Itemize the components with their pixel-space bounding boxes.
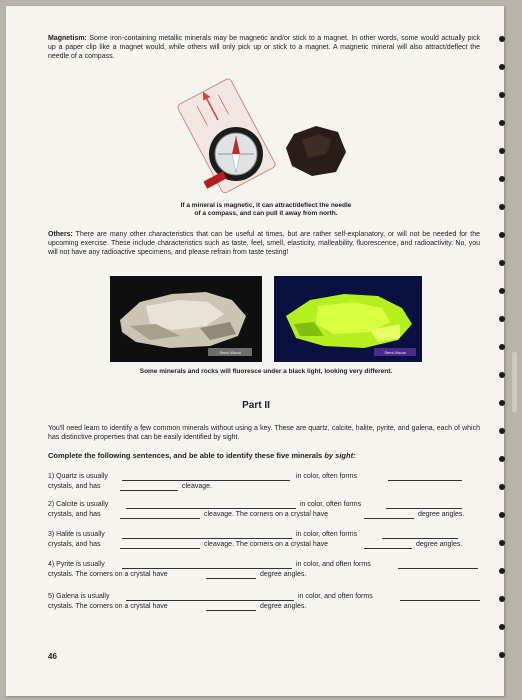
q5-angle-blank[interactable]: [206, 610, 256, 611]
q4-part-a: 4) Pyrite is usually: [48, 561, 105, 568]
fluorescence-caption: Some minerals and rocks will fluoresce under a black light, looking very different.: [139, 368, 393, 375]
q4-color-blank[interactable]: [122, 568, 292, 569]
instructions-emphasis: by sight:: [324, 451, 356, 460]
q1-part-d: cleavage.: [182, 483, 212, 490]
textbook-page: [6, 6, 504, 696]
scrollbar-thumb[interactable]: [512, 352, 517, 412]
q1-cleavage-blank[interactable]: [120, 490, 178, 491]
mineral-normal-light-photo: [110, 276, 262, 362]
q3-forms-blank[interactable]: [382, 538, 458, 539]
q2-angle-blank[interactable]: [364, 518, 414, 519]
q2-part-c: crystals, and has: [48, 511, 101, 518]
q2-forms-blank[interactable]: [386, 508, 462, 509]
q3-part-c: crystals, and has: [48, 541, 101, 548]
instructions: [48, 451, 488, 460]
instructions-text: Complete the following sentences, and be able to identify these five minerals: [48, 451, 325, 460]
q4-angle-blank[interactable]: [206, 578, 256, 579]
compass-caption: [126, 202, 406, 218]
compass-caption-line2: of a compass, and can pull it away from north.: [194, 210, 338, 217]
photo-watermark-right: Semi-Visual: [384, 350, 406, 355]
q1-forms-blank[interactable]: [388, 480, 462, 481]
q2-part-d: cleavage. The corners on a crystal have: [204, 511, 328, 518]
q5-part-c: crystals. The corners on a crystal have: [48, 603, 168, 610]
q5-part-b: in color, and often forms: [298, 593, 373, 600]
mineral-black-light-photo: [274, 276, 422, 362]
q3-part-e: degree angles.: [416, 541, 463, 548]
magnetism-label: Magnetism:: [48, 35, 87, 42]
q3-part-d: cleavage. The corners on a crystal have: [204, 541, 328, 548]
part-ii-heading: Part II: [242, 400, 270, 411]
q3-angle-blank[interactable]: [364, 548, 412, 549]
q3-color-blank[interactable]: [122, 538, 292, 539]
q5-part-d: degree angles.: [260, 603, 307, 610]
part-ii-intro: You'll need learn to identify a few common minerals without using a key. These are quartz, calcite, halite, pyrite, and galena, each of which has distinctive properties that can be easily identified by sight.: [48, 425, 480, 441]
others-label: Others:: [48, 231, 73, 238]
q2-part-e: degree angles.: [418, 511, 465, 518]
q5-color-blank[interactable]: [126, 600, 294, 601]
others-text: There are many other characteristics that can be useful at times, but are rather self-explanatory, or will not be needed for the upcoming exercise. These include characteristics such as taste, feel, smell, elasticity, malleability, fluorescence, and radioactivity. No, you will not have any radioactive specimens, and please refrain from taste testing!: [48, 231, 480, 256]
compass-magnetite-photo: [176, 76, 356, 196]
q3-part-b: in color, often forms: [296, 531, 358, 538]
q3-part-a: 3) Halite is usually: [48, 531, 105, 538]
fluorescent-rock-image: [274, 276, 422, 362]
others-paragraph: [48, 230, 480, 257]
q2-part-b: in color, often forms: [300, 501, 362, 508]
binder-holes: [499, 36, 507, 656]
compass-caption-line1: If a mineral is magnetic, it can attract/deflect the needle: [180, 202, 352, 209]
q2-part-a: 2) Calcite is usually: [48, 501, 109, 508]
q1-part-a: 1) Quartz is usually: [48, 473, 108, 480]
magnetism-text: Some iron-containing metallic minerals may be magnetic and/or stick to a magnet. In other words, some would actually pick up a paper clip like a magnet would, while others will only pick up or stick to a magnet. A magnetic mineral will also attract/deflect the needle of a compass.: [48, 35, 480, 60]
q4-part-b: in color, and often forms: [296, 561, 371, 568]
q5-part-a: 5) Galena is usually: [48, 593, 110, 600]
q1-color-blank[interactable]: [122, 480, 290, 481]
q2-cleavage-blank[interactable]: [120, 518, 200, 519]
q1-part-b: in color, often forms: [296, 473, 358, 480]
q2-color-blank[interactable]: [126, 508, 296, 509]
q4-part-c: crystals. The corners on a crystal have: [48, 571, 168, 578]
page-number: 46: [48, 652, 57, 661]
photo-watermark-left: Semi-Visual: [219, 350, 241, 355]
q3-cleavage-blank[interactable]: [120, 548, 200, 549]
q1-part-c: crystals, and has: [48, 483, 101, 490]
q5-forms-blank[interactable]: [400, 600, 480, 601]
q4-forms-blank[interactable]: [398, 568, 478, 569]
compass-illustration: [176, 76, 356, 196]
q4-part-d: degree angles.: [260, 571, 307, 578]
magnetism-paragraph: [48, 34, 480, 61]
mineral-rock-image: [110, 276, 262, 362]
